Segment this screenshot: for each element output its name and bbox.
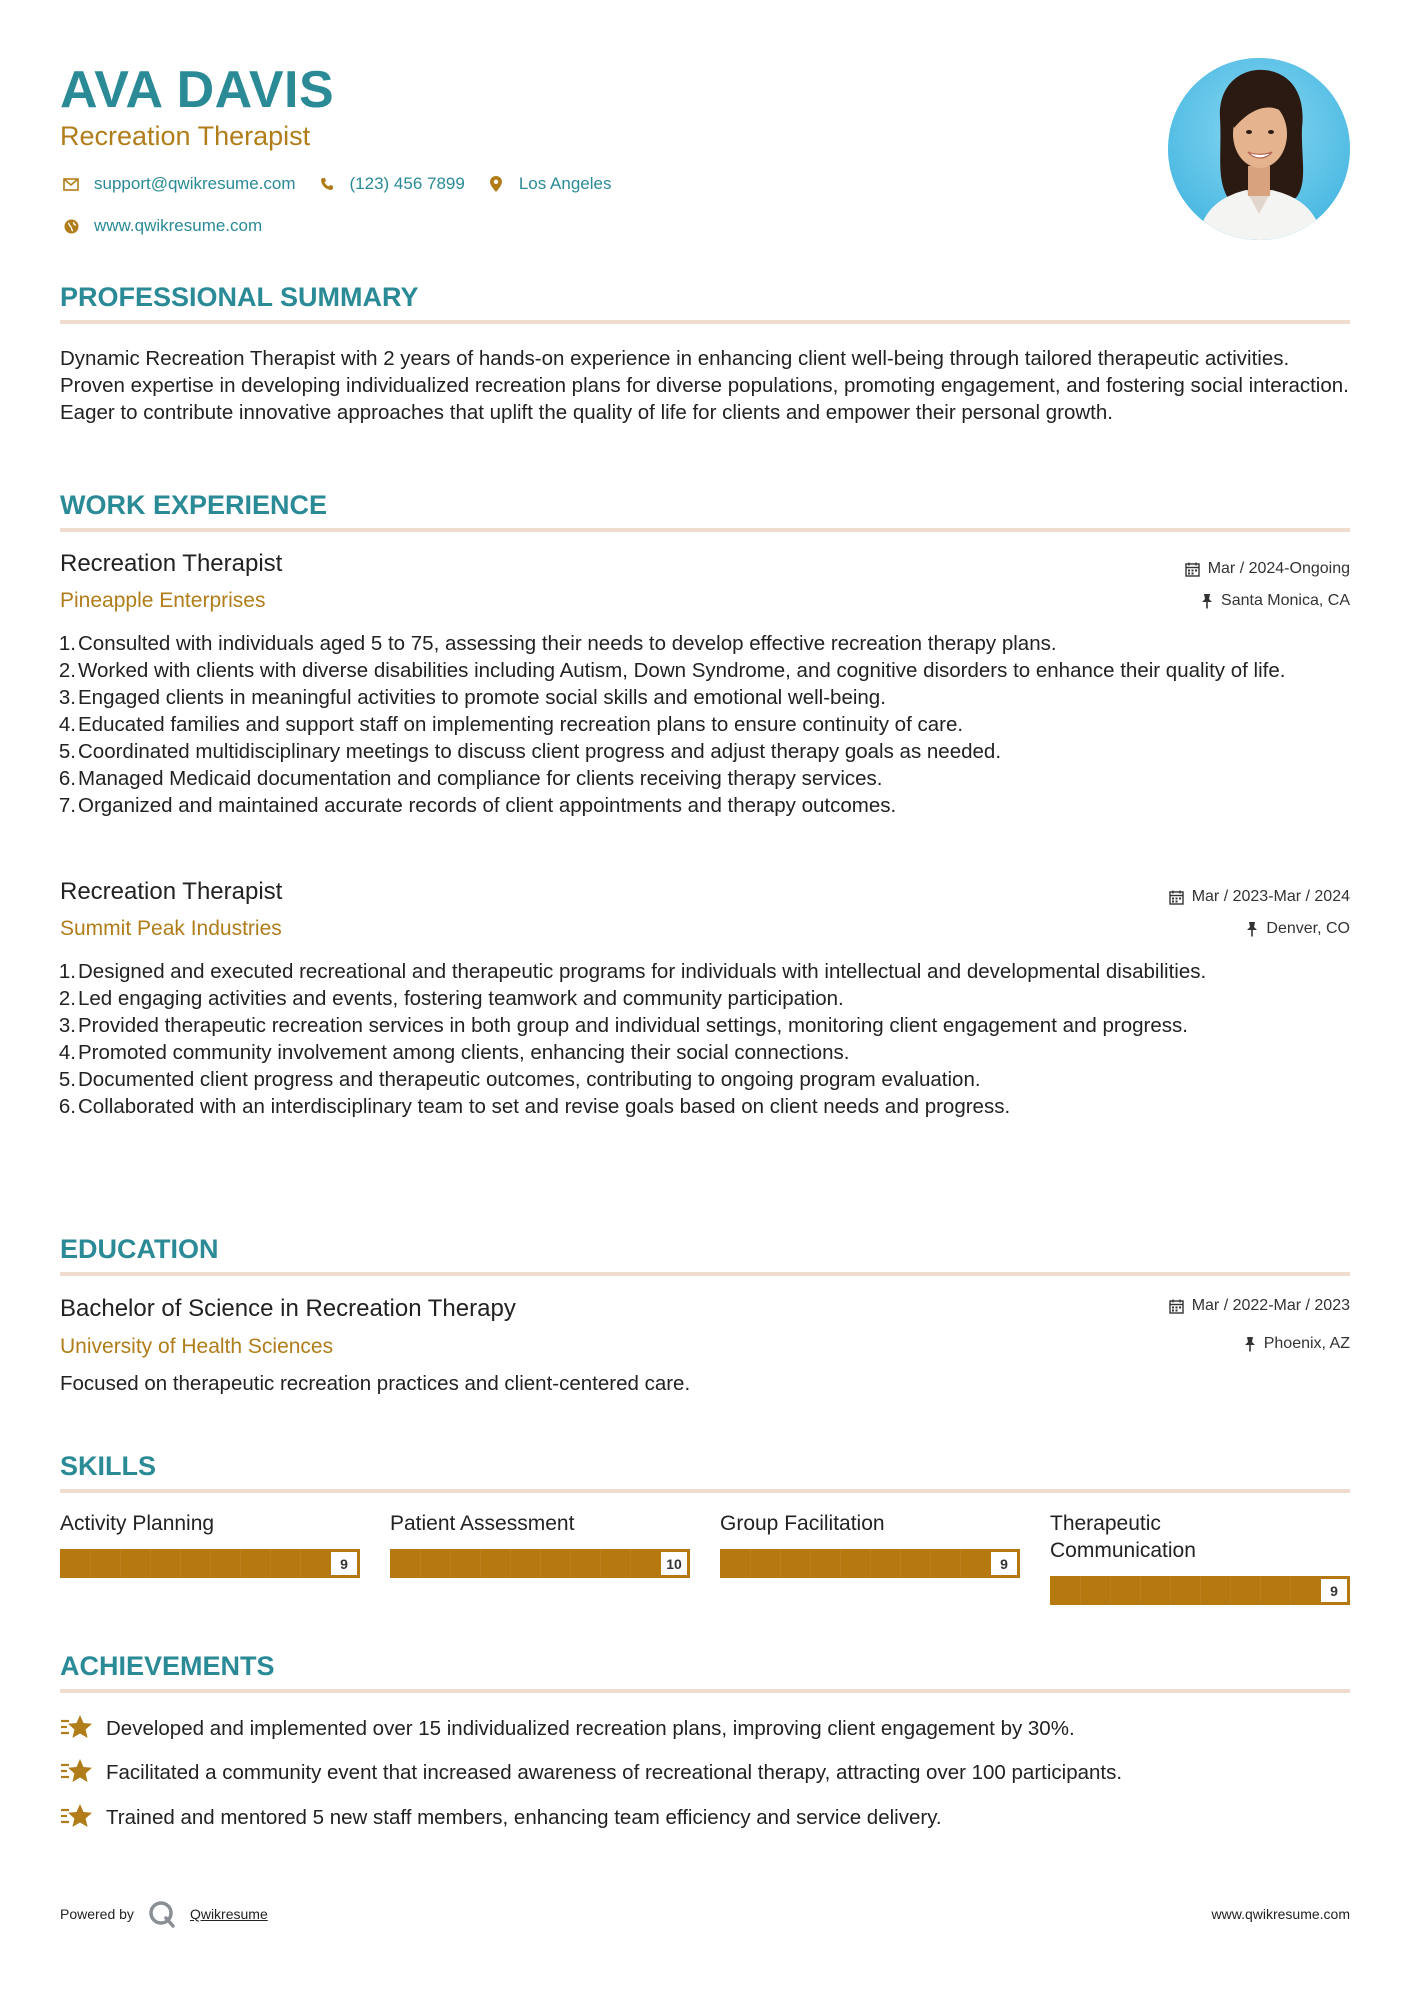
list-item: 6. Managed Medicaid documentation and compliance for clients receiving therapy services. xyxy=(58,767,883,790)
skill-name: Activity Planning xyxy=(60,1512,215,1535)
skill-level: 9 xyxy=(988,1549,1020,1578)
company-name: Pineapple Enterprises xyxy=(60,589,266,612)
list-item: 3. Provided therapeutic recreation services in both group and individual settings, monitoring client engagement and progress. xyxy=(58,1014,1188,1037)
candidate-name: AVA DAVIS xyxy=(60,61,335,119)
footer-powered-by xyxy=(60,1900,268,1928)
education-heading: EDUCATION xyxy=(60,1234,219,1264)
section-divider xyxy=(60,1689,1350,1693)
skill-bar-segment xyxy=(570,1549,571,1578)
skill-bar-segment xyxy=(180,1549,181,1578)
candidate-title: Recreation Therapist xyxy=(60,121,311,151)
skills-heading: SKILLS xyxy=(60,1451,157,1481)
qwikresume-logo-icon xyxy=(148,1900,176,1928)
skill-fill xyxy=(1050,1576,1320,1605)
section-divider xyxy=(60,1489,1350,1493)
skill-item xyxy=(1050,1510,1350,1599)
list-item: 1. Designed and executed recreational and therapeutic programs for individuals with intellectual and developmental disabilities. xyxy=(58,960,1207,983)
skill-fill xyxy=(60,1549,330,1578)
contact-row xyxy=(60,173,631,195)
list-item: 6. Collaborated with an interdisciplinary team to set and revise goals based on client needs and progress. xyxy=(58,1095,1011,1118)
skill-bar-segment xyxy=(300,1549,301,1578)
achievement-item xyxy=(60,1802,942,1832)
skill-bar-segment xyxy=(540,1549,541,1578)
skill-name: Group Facilitation xyxy=(720,1512,885,1535)
company-name: Summit Peak Industries xyxy=(60,917,282,940)
achievement-text: Trained and mentored 5 new staff members, enhancing team efficiency and service delivery. xyxy=(106,1805,942,1829)
email-link[interactable]: support@qwikresume.com xyxy=(94,174,296,193)
skill-bar-segment xyxy=(840,1549,841,1578)
skill-bar xyxy=(1050,1576,1350,1605)
globe-icon xyxy=(60,215,82,237)
skill-bar-segment xyxy=(1260,1576,1261,1605)
summary-text: Dynamic Recreation Therapist with 2 years of hands-on experience in enhancing client well-being through tailored therapeutic activities. Proven expertise in developing individualized recreation plans for diverse populations, promoting engagement, and fostering social interaction. Eager to contribute innovative approaches that uplift the quality of life for clients and empower their personal growth. xyxy=(60,347,1349,424)
skill-item xyxy=(60,1510,360,1572)
star-badge-icon xyxy=(60,1802,94,1832)
skill-bar-segment xyxy=(420,1549,421,1578)
job-title: Recreation Therapist xyxy=(60,550,283,577)
brand-link[interactable]: Qwikresume xyxy=(189,1906,268,1922)
skill-bar-segment xyxy=(480,1549,481,1578)
star-badge-icon xyxy=(60,1713,94,1743)
experience-heading: WORK EXPERIENCE xyxy=(60,490,328,520)
skill-bar-segment xyxy=(90,1549,91,1578)
skill-level: 9 xyxy=(328,1549,360,1578)
skill-bar-segment xyxy=(1290,1576,1291,1605)
skill-bar-segment xyxy=(1200,1576,1201,1605)
list-item: 3. Engaged clients in meaningful activities to promote social skills and emotional well-being. xyxy=(58,686,886,709)
list-item: 7. Organized and maintained accurate records of client appointments and therapy outcomes. xyxy=(58,794,897,817)
skill-bar-segment xyxy=(870,1549,871,1578)
achievements-heading: ACHIEVEMENTS xyxy=(60,1651,275,1681)
achievement-text: Facilitated a community event that increased awareness of recreational therapy, attracting over 100 participants. xyxy=(106,1760,1123,1784)
skill-level: 9 xyxy=(1318,1576,1350,1605)
degree-title: Bachelor of Science in Recreation Therapy xyxy=(60,1295,516,1322)
list-item: 5. Coordinated multidisciplinary meetings to discuss client progress and adjust therapy goals as needed. xyxy=(58,740,1002,763)
section-divider xyxy=(60,528,1350,532)
achievement-text: Developed and implemented over 15 individualized recreation plans, improving client engagement by 30%. xyxy=(106,1716,1075,1740)
skill-bar-segment xyxy=(120,1549,121,1578)
phone-icon xyxy=(316,173,338,195)
skill-name: Patient Assessment xyxy=(390,1512,575,1535)
powered-by-label: Powered by xyxy=(60,1906,134,1922)
skill-fill xyxy=(720,1549,990,1578)
skill-bar-segment xyxy=(750,1549,751,1578)
skill-bar-segment xyxy=(960,1549,961,1578)
job-bullets xyxy=(58,958,1350,1120)
skill-bar-segment xyxy=(150,1549,151,1578)
skill-bar-segment xyxy=(1230,1576,1231,1605)
skill-bar-segment xyxy=(780,1549,781,1578)
list-item: 2. Led engaging activities and events, fostering teamwork and community participation. xyxy=(58,987,844,1010)
job-bullets xyxy=(58,630,1350,819)
skill-item xyxy=(720,1510,1020,1572)
school-name: University of Health Sciences xyxy=(60,1335,334,1358)
job-dates-text: Mar / 2023-Mar / 2024 xyxy=(1191,888,1350,905)
skill-bar-segment xyxy=(270,1549,271,1578)
education-location-text: Phoenix, AZ xyxy=(1263,1335,1350,1352)
website-link[interactable]: www.qwikresume.com xyxy=(94,216,263,235)
achievement-item xyxy=(60,1713,1075,1743)
envelope-icon xyxy=(60,173,82,195)
map-pin-icon xyxy=(485,173,507,195)
skill-bar-segment xyxy=(1140,1576,1141,1605)
section-divider xyxy=(60,1272,1350,1276)
education-dates-text: Mar / 2022-Mar / 2023 xyxy=(1191,1297,1350,1314)
calendar-icon xyxy=(1169,890,1184,905)
skill-bar xyxy=(390,1549,690,1578)
skill-bar xyxy=(60,1549,360,1578)
list-item: 1. Consulted with individuals aged 5 to 75, assessing their needs to develop effective recreation therapy plans. xyxy=(58,632,1057,655)
skill-bar xyxy=(720,1549,1020,1578)
skill-bar-segment xyxy=(600,1549,601,1578)
skill-bar-segment xyxy=(900,1549,901,1578)
location-text: Los Angeles xyxy=(518,174,612,193)
footer-url[interactable]: www.qwikresume.com xyxy=(1211,1906,1350,1922)
education-location xyxy=(1244,1333,1350,1355)
skill-bar-segment xyxy=(510,1549,511,1578)
skill-bar-segment xyxy=(930,1549,931,1578)
calendar-icon xyxy=(1169,1299,1184,1314)
job-location-text: Santa Monica, CA xyxy=(1221,592,1350,609)
calendar-icon xyxy=(1185,562,1200,577)
job-location xyxy=(1201,590,1350,612)
job-dates-text: Mar / 2024-Ongoing xyxy=(1207,560,1350,577)
star-badge-icon xyxy=(60,1757,94,1787)
list-item: 4. Educated families and support staff on implementing recreation plans to ensure continuity of care. xyxy=(58,713,964,736)
skill-bar-segment xyxy=(450,1549,451,1578)
pushpin-icon xyxy=(1201,593,1213,609)
profile-photo xyxy=(1168,58,1350,240)
skill-bar-segment xyxy=(630,1549,631,1578)
contact-row-web xyxy=(60,215,282,237)
skill-level: 10 xyxy=(658,1549,690,1578)
skill-bar-segment xyxy=(1170,1576,1171,1605)
pushpin-icon xyxy=(1244,1336,1256,1352)
skill-bar-segment xyxy=(1080,1576,1081,1605)
skill-name: Therapeutic Communication xyxy=(1050,1512,1196,1562)
job-location-text: Denver, CO xyxy=(1266,920,1350,937)
skill-bar-segment xyxy=(240,1549,241,1578)
job-location xyxy=(1246,918,1350,940)
education-dates xyxy=(1169,1295,1350,1317)
job-dates xyxy=(1185,558,1350,580)
phone-number[interactable]: (123) 456 7899 xyxy=(349,174,465,193)
education-description: Focused on therapeutic recreation practices and client-centered care. xyxy=(60,1372,691,1395)
summary-heading: PROFESSIONAL SUMMARY xyxy=(60,282,419,312)
skill-bar-segment xyxy=(210,1549,211,1578)
section-divider xyxy=(60,320,1350,324)
skill-item xyxy=(390,1510,690,1572)
skill-bar-segment xyxy=(810,1549,811,1578)
job-dates xyxy=(1169,886,1350,908)
skill-bar-segment xyxy=(1110,1576,1111,1605)
achievement-item xyxy=(60,1757,1122,1787)
list-item: 5. Documented client progress and therapeutic outcomes, contributing to ongoing program evaluation. xyxy=(58,1068,981,1091)
list-item: 2. Worked with clients with diverse disabilities including Autism, Down Syndrome, and cognitive disorders to enhance their quality of life. xyxy=(58,659,1286,682)
list-item: 4. Promoted community involvement among clients, enhancing their social connections. xyxy=(58,1041,850,1064)
pushpin-icon xyxy=(1246,921,1258,937)
job-title: Recreation Therapist xyxy=(60,878,283,905)
